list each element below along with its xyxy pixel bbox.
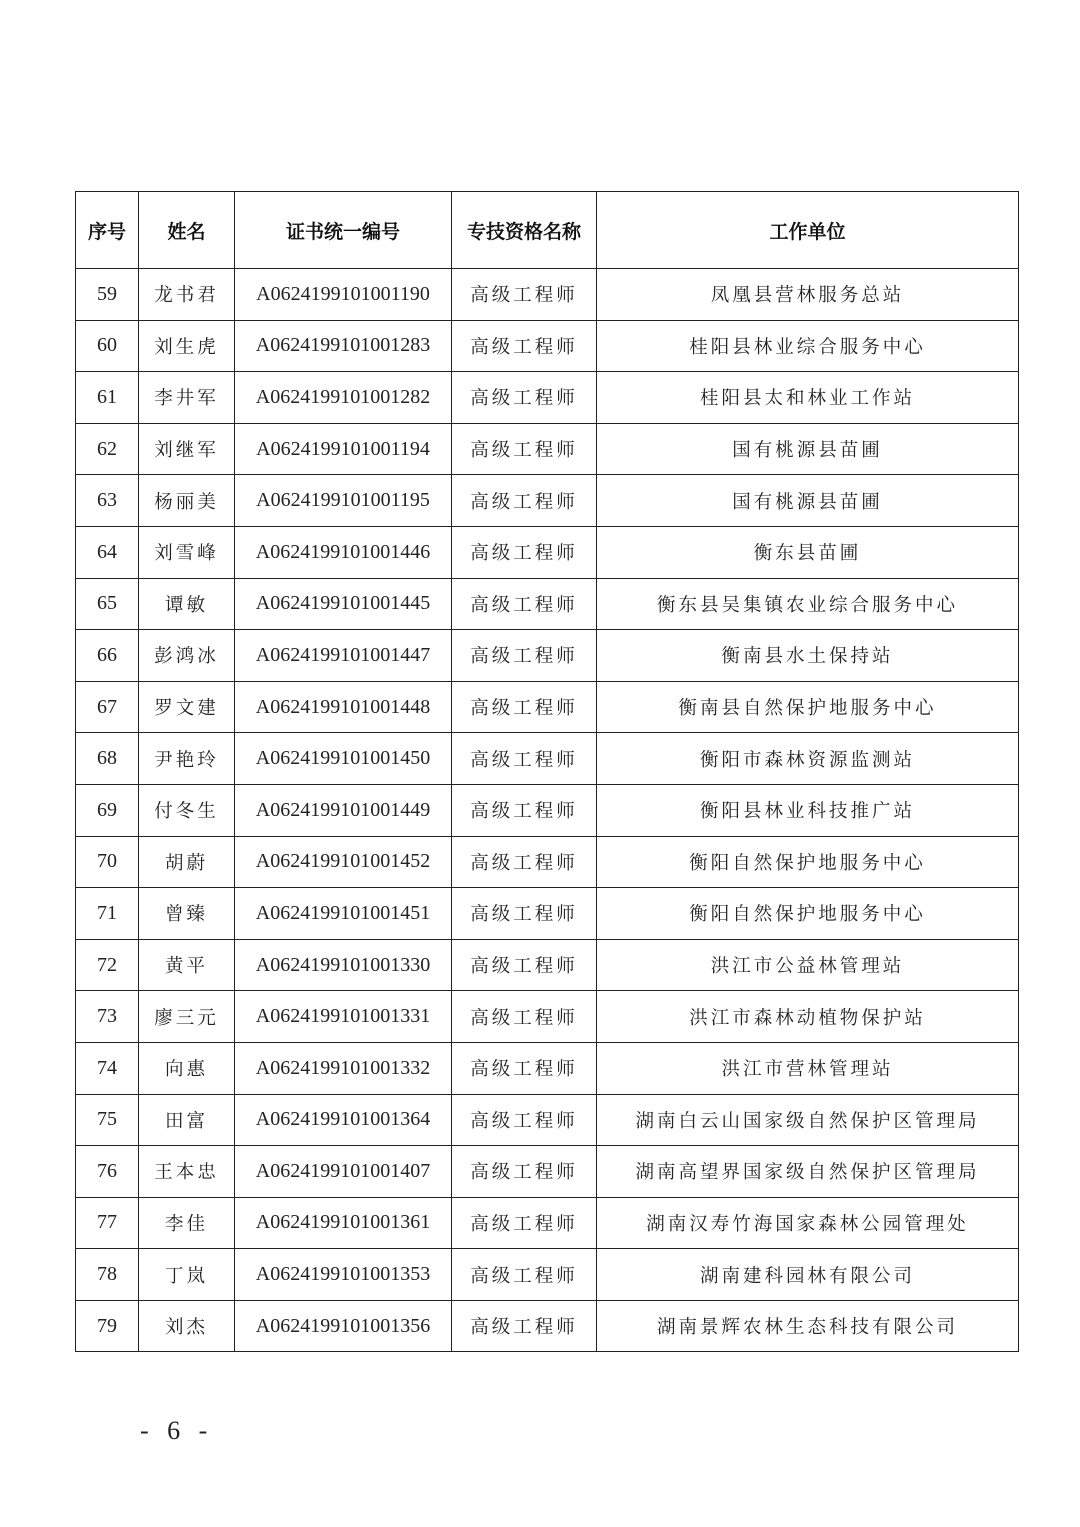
cell-cert-no: A0624199101001450 xyxy=(235,733,452,785)
cell-qualification: 高级工程师 xyxy=(452,1249,597,1301)
cell-name: 杨丽美 xyxy=(139,475,235,527)
header-index: 序号 xyxy=(76,192,139,269)
cell-qualification: 高级工程师 xyxy=(452,1146,597,1198)
cell-work-unit: 衡南县自然保护地服务中心 xyxy=(597,681,1019,733)
cell-cert-no: A0624199101001361 xyxy=(235,1197,452,1249)
cell-work-unit: 衡阳自然保护地服务中心 xyxy=(597,836,1019,888)
cell-index: 63 xyxy=(76,475,139,527)
cell-qualification: 高级工程师 xyxy=(452,423,597,475)
cell-qualification: 高级工程师 xyxy=(452,784,597,836)
cell-index: 75 xyxy=(76,1094,139,1146)
cell-name: 向惠 xyxy=(139,1042,235,1094)
cell-cert-no: A0624199101001190 xyxy=(235,269,452,321)
cell-cert-no: A0624199101001356 xyxy=(235,1300,452,1352)
cell-qualification: 高级工程师 xyxy=(452,888,597,940)
cell-index: 60 xyxy=(76,320,139,372)
cell-work-unit: 湖南建科园林有限公司 xyxy=(597,1249,1019,1301)
cell-name: 龙书君 xyxy=(139,269,235,321)
cell-cert-no: A0624199101001445 xyxy=(235,578,452,630)
cell-work-unit: 洪江市森林动植物保护站 xyxy=(597,991,1019,1043)
table-row xyxy=(76,784,1019,836)
cell-qualification: 高级工程师 xyxy=(452,372,597,424)
cell-qualification: 高级工程师 xyxy=(452,269,597,321)
page-number: - 6 - xyxy=(140,1416,214,1445)
cell-name: 刘生虎 xyxy=(139,320,235,372)
cell-qualification: 高级工程师 xyxy=(452,939,597,991)
certificate-table xyxy=(75,191,1019,1352)
table-body xyxy=(76,269,1019,1352)
cell-name: 黄平 xyxy=(139,939,235,991)
cell-name: 田富 xyxy=(139,1094,235,1146)
cell-work-unit: 凤凰县营林服务总站 xyxy=(597,269,1019,321)
cell-index: 68 xyxy=(76,733,139,785)
cell-name: 刘继军 xyxy=(139,423,235,475)
table-row xyxy=(76,1197,1019,1249)
cell-index: 69 xyxy=(76,784,139,836)
cell-work-unit: 衡东县苗圃 xyxy=(597,526,1019,578)
cell-qualification: 高级工程师 xyxy=(452,475,597,527)
table-row xyxy=(76,888,1019,940)
cell-index: 74 xyxy=(76,1042,139,1094)
cell-qualification: 高级工程师 xyxy=(452,1094,597,1146)
cell-qualification: 高级工程师 xyxy=(452,1197,597,1249)
table-row xyxy=(76,1249,1019,1301)
cell-index: 78 xyxy=(76,1249,139,1301)
cell-work-unit: 衡阳县林业科技推广站 xyxy=(597,784,1019,836)
table-row xyxy=(76,526,1019,578)
cell-work-unit: 国有桃源县苗圃 xyxy=(597,423,1019,475)
cell-index: 67 xyxy=(76,681,139,733)
cell-cert-no: A0624199101001447 xyxy=(235,630,452,682)
table-row xyxy=(76,630,1019,682)
cell-qualification: 高级工程师 xyxy=(452,630,597,682)
cell-index: 62 xyxy=(76,423,139,475)
cell-name: 付冬生 xyxy=(139,784,235,836)
cell-qualification: 高级工程师 xyxy=(452,991,597,1043)
cell-cert-no: A0624199101001407 xyxy=(235,1146,452,1198)
cell-work-unit: 国有桃源县苗圃 xyxy=(597,475,1019,527)
table-row xyxy=(76,733,1019,785)
cell-name: 刘杰 xyxy=(139,1300,235,1352)
cell-name: 李井军 xyxy=(139,372,235,424)
cell-index: 70 xyxy=(76,836,139,888)
cell-cert-no: A0624199101001452 xyxy=(235,836,452,888)
cell-index: 76 xyxy=(76,1146,139,1198)
table-row xyxy=(76,681,1019,733)
table-row xyxy=(76,991,1019,1043)
cell-index: 71 xyxy=(76,888,139,940)
cell-qualification: 高级工程师 xyxy=(452,320,597,372)
cell-work-unit: 衡南县水土保持站 xyxy=(597,630,1019,682)
cell-name: 罗文建 xyxy=(139,681,235,733)
header-cert-no: 证书统一编号 xyxy=(235,192,452,269)
header-work-unit: 工作单位 xyxy=(597,192,1019,269)
cell-work-unit: 湖南高望界国家级自然保护区管理局 xyxy=(597,1146,1019,1198)
cell-work-unit: 洪江市营林管理站 xyxy=(597,1042,1019,1094)
table-row xyxy=(76,1094,1019,1146)
cell-index: 66 xyxy=(76,630,139,682)
cell-qualification: 高级工程师 xyxy=(452,1042,597,1094)
cell-work-unit: 衡阳自然保护地服务中心 xyxy=(597,888,1019,940)
cell-work-unit: 洪江市公益林管理站 xyxy=(597,939,1019,991)
cell-qualification: 高级工程师 xyxy=(452,733,597,785)
cell-name: 刘雪峰 xyxy=(139,526,235,578)
table-header-row xyxy=(76,192,1019,269)
cell-name: 曾臻 xyxy=(139,888,235,940)
cell-qualification: 高级工程师 xyxy=(452,836,597,888)
table-row xyxy=(76,1146,1019,1198)
header-qualification: 专技资格名称 xyxy=(452,192,597,269)
table-row xyxy=(76,1042,1019,1094)
cell-cert-no: A0624199101001331 xyxy=(235,991,452,1043)
cell-cert-no: A0624199101001282 xyxy=(235,372,452,424)
cell-cert-no: A0624199101001283 xyxy=(235,320,452,372)
cell-name: 胡蔚 xyxy=(139,836,235,888)
table-row xyxy=(76,269,1019,321)
cell-qualification: 高级工程师 xyxy=(452,578,597,630)
cell-cert-no: A0624199101001449 xyxy=(235,784,452,836)
table-row xyxy=(76,320,1019,372)
cell-name: 彭鸿冰 xyxy=(139,630,235,682)
cell-work-unit: 桂阳县林业综合服务中心 xyxy=(597,320,1019,372)
cell-cert-no: A0624199101001195 xyxy=(235,475,452,527)
cell-cert-no: A0624199101001364 xyxy=(235,1094,452,1146)
cell-cert-no: A0624199101001451 xyxy=(235,888,452,940)
cell-work-unit: 衡阳市森林资源监测站 xyxy=(597,733,1019,785)
certificate-list-page xyxy=(75,191,1018,1352)
cell-name: 丁岚 xyxy=(139,1249,235,1301)
cell-work-unit: 湖南汉寿竹海国家森林公园管理处 xyxy=(597,1197,1019,1249)
cell-qualification: 高级工程师 xyxy=(452,526,597,578)
cell-name: 王本忠 xyxy=(139,1146,235,1198)
cell-index: 77 xyxy=(76,1197,139,1249)
cell-name: 谭敏 xyxy=(139,578,235,630)
cell-index: 73 xyxy=(76,991,139,1043)
cell-index: 79 xyxy=(76,1300,139,1352)
table-row xyxy=(76,423,1019,475)
cell-work-unit: 衡东县吴集镇农业综合服务中心 xyxy=(597,578,1019,630)
cell-index: 61 xyxy=(76,372,139,424)
cell-cert-no: A0624199101001353 xyxy=(235,1249,452,1301)
cell-qualification: 高级工程师 xyxy=(452,681,597,733)
table-row xyxy=(76,578,1019,630)
table-row xyxy=(76,475,1019,527)
cell-cert-no: A0624199101001330 xyxy=(235,939,452,991)
cell-cert-no: A0624199101001448 xyxy=(235,681,452,733)
cell-work-unit: 湖南景辉农林生态科技有限公司 xyxy=(597,1300,1019,1352)
table-row xyxy=(76,1300,1019,1352)
cell-work-unit: 湖南白云山国家级自然保护区管理局 xyxy=(597,1094,1019,1146)
header-name: 姓名 xyxy=(139,192,235,269)
table-row xyxy=(76,939,1019,991)
cell-index: 65 xyxy=(76,578,139,630)
cell-index: 59 xyxy=(76,269,139,321)
cell-cert-no: A0624199101001194 xyxy=(235,423,452,475)
cell-cert-no: A0624199101001332 xyxy=(235,1042,452,1094)
cell-index: 72 xyxy=(76,939,139,991)
cell-cert-no: A0624199101001446 xyxy=(235,526,452,578)
cell-name: 廖三元 xyxy=(139,991,235,1043)
cell-name: 李佳 xyxy=(139,1197,235,1249)
cell-index: 64 xyxy=(76,526,139,578)
table-row xyxy=(76,836,1019,888)
table-row xyxy=(76,372,1019,424)
cell-qualification: 高级工程师 xyxy=(452,1300,597,1352)
cell-work-unit: 桂阳县太和林业工作站 xyxy=(597,372,1019,424)
cell-name: 尹艳玲 xyxy=(139,733,235,785)
